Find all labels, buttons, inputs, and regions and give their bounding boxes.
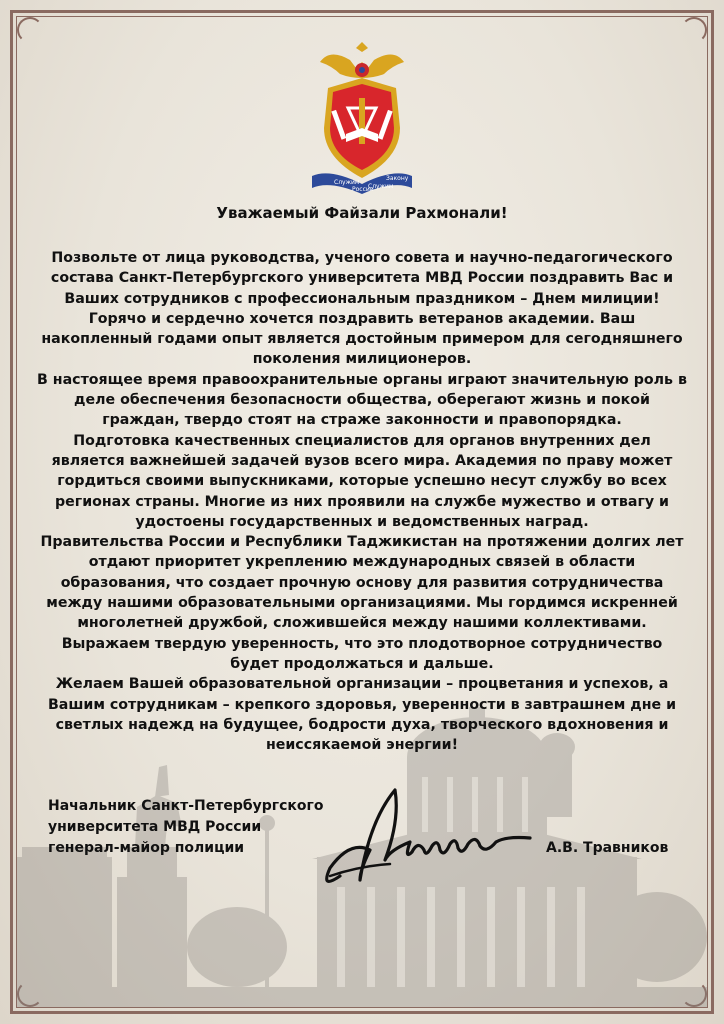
letter-paragraph: В настоящее время правоохранительные органы играют значительную роль в деле обеспечения безопасности общества, оберегают жизнь и покой граждан, твердо стоят на страже законности и правопорядка. bbox=[37, 371, 687, 429]
signatory-position-line: Начальник Санкт-Петербургского bbox=[48, 798, 324, 814]
signatory-name: А.В. Травников bbox=[546, 840, 669, 856]
shield-icon bbox=[324, 78, 400, 178]
letter-paragraph: Подготовка качественных специалистов для органов внутренних дел является важнейшей задачей вузов всего мира. Академия по праву может гордиться своими выпускниками, которые успешно несут службу во всех регионах страны. Многие из них проявили на службе мужество и отвагу и удостоены государственных и ведомственных наград. bbox=[51, 432, 673, 530]
motto-word: Служим bbox=[368, 183, 394, 190]
motto-word: России bbox=[352, 186, 374, 193]
signatory-position bbox=[48, 796, 323, 859]
letter-paragraph: Позвольте от лица руководства, ученого совета и научно-педагогического состава Санкт-Петербургского университета МВД России поздравить Вас и Ваших сотрудников с профессиональным праздником – Днем милиции! Горячо и сердечно хочется поздравить ветеранов академии. Ваш накопленный годами опыт является достойным примером для сегодняшнего поколения милиционеров. bbox=[41, 250, 683, 368]
signatory-position-line: генерал-майор полиции bbox=[48, 840, 245, 856]
signatory-position-line: университета МВД России bbox=[48, 819, 262, 835]
eagle-icon bbox=[320, 42, 404, 78]
motto-word: Служим bbox=[334, 179, 360, 186]
letter-paragraph: Желаем Вашей образовательной организации – процветания и успехов, а Вашим сотрудникам – крепкого здоровья, уверенности в завтрашнем дне и светлых надежд на будущее, бодрости духа, творческого вдохновения и неиссякаемой энергии! bbox=[47, 676, 677, 754]
university-emblem bbox=[300, 38, 424, 194]
handwritten-signature bbox=[300, 780, 540, 900]
letter-body bbox=[36, 248, 688, 755]
letter-paragraph: Выражаем твердую уверенность, что это плодотворное сотрудничество будет продолжаться и дальше. bbox=[61, 635, 663, 672]
letter-paragraph: Правительства России и Республики Таджикистан на протяжении долгих лет отдают приоритет укреплению международных связей в области образования, что создает прочную основу для развития сотрудничества между нашими образовательными организациями. Мы гордимся искренней многолетней дружбой, сложившейся между нашими коллективами. bbox=[40, 534, 684, 632]
motto-word: Закону bbox=[386, 175, 409, 182]
letter-greeting: Уважаемый Файзали Рахмонали! bbox=[216, 204, 508, 222]
